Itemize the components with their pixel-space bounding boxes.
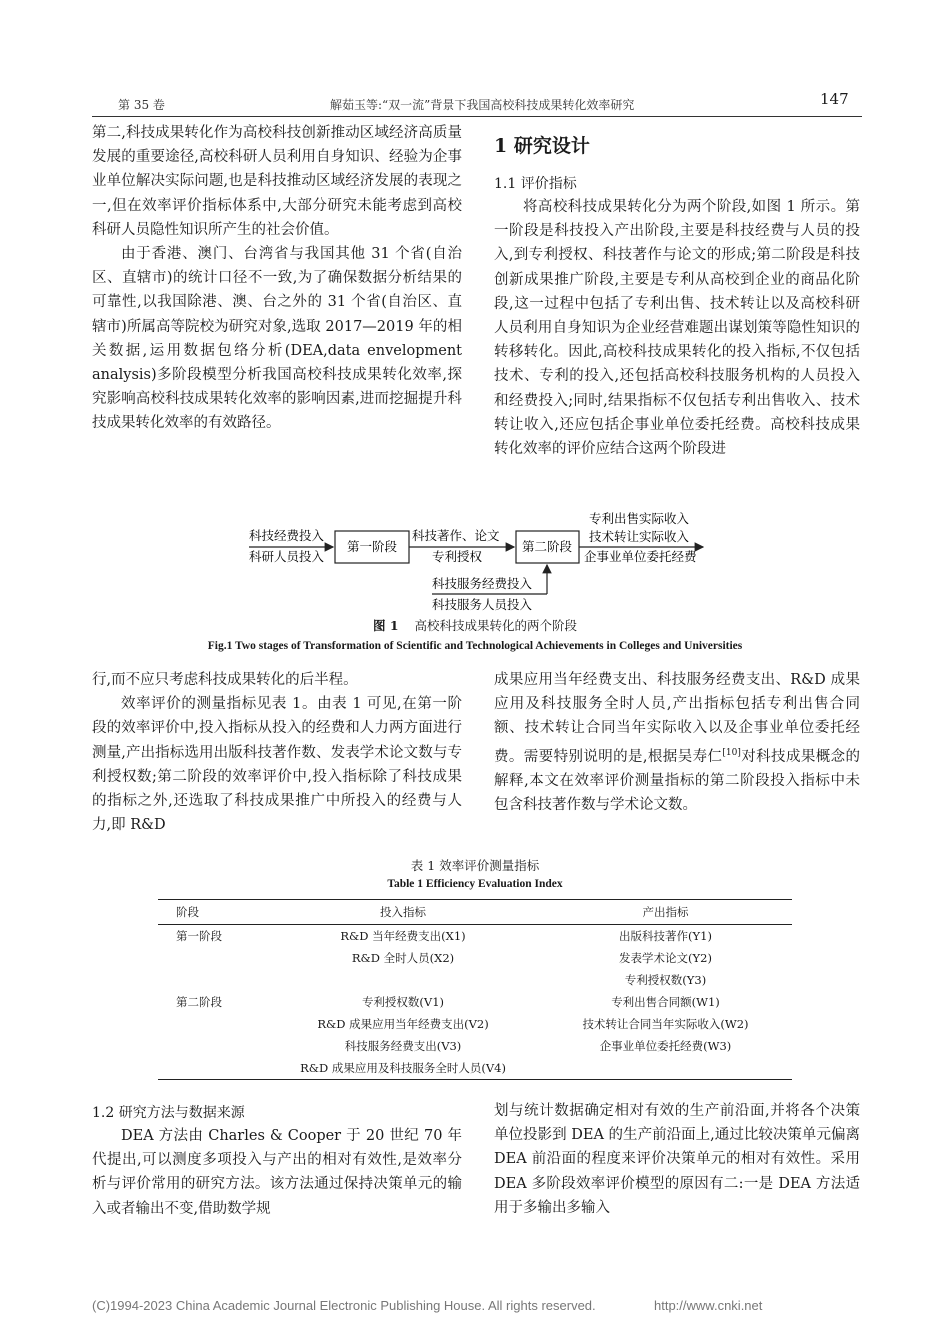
table-row — [158, 925, 792, 948]
table-title: 表 1 效率评价测量指标 — [410, 858, 540, 873]
table-cell: 第一阶段 — [176, 929, 222, 943]
paragraph: DEA 方法由 Charles & Cooper 于 20 世纪 70 年代提出,可以测度多项投入与产出的相对有效性,是效率分析与评价常用的研究方法。该方法通过保持决策单元的输入或者输出不变,借助数学规 — [92, 1128, 462, 1217]
table-header-cell: 产出指标 — [539, 900, 792, 925]
table-cell: 科技服务经费支出(V3) — [344, 1039, 462, 1053]
table-cell — [539, 1057, 792, 1080]
service-label-staff: 科技服务人员投入 — [432, 597, 533, 612]
right-column-mid — [494, 668, 860, 817]
table-cell: 出版科技著作(Y1) — [619, 929, 712, 943]
table-row — [158, 969, 792, 991]
table-cell: R&D 成果应用及科技服务全时人员(V4) — [267, 1057, 539, 1080]
figure-caption-label: 图 1 — [373, 618, 399, 633]
right-column-bottom — [494, 1099, 860, 1220]
table-cell: 企事业单位委托经费(W3) — [599, 1039, 732, 1053]
table-cell — [158, 969, 267, 991]
table-cell — [158, 1013, 267, 1035]
paragraph-part: 对科技成果概念的解释,本文在效率评价测量指标的第二阶段投入指标中未包含科技著作数与学术论文数。 — [494, 748, 861, 813]
table-row — [158, 1057, 792, 1080]
table-cell — [158, 1057, 267, 1080]
paragraph — [494, 668, 860, 817]
running-title: 解茹玉等:“双一流”背景下我国高校科技成果转化效率研究 — [330, 98, 635, 112]
left-column-mid — [92, 668, 462, 837]
paragraph: 效率评价的测量指标见表 1。由表 1 可见,在第一阶段的效率评价中,投入指标从投入的经费和人力两方面进行测量,产出指标选用出版科技著作数、发表学术论文数与专利授权数;第二阶段的效率评价中,投入指标除了科技成果的指标之外,还选取了科技成果推广中所投入的经费与人力,即 R&D — [92, 696, 462, 834]
table-row — [158, 947, 792, 969]
table-cell: 专利授权数(V1) — [361, 995, 445, 1009]
table-cell: R&D 成果应用当年经费支出(V2) — [317, 1017, 489, 1031]
paragraph: 划与统计数据确定相对有效的生产前沿面,并将各个决策单位投影到 DEA 的生产前沿面上,通过比较决策单元偏离 DEA 前沿面的程度来评价决策单元的相对有效性。采用 DEA 多阶段效率评价模型的原因有二:一是 DEA 方法适用于多输出多输入 — [494, 1103, 860, 1216]
table-header-cell: 阶段 — [158, 900, 267, 925]
stage1-label: 第一阶段 — [346, 539, 398, 554]
footer-url[interactable]: http://www.cnki.net — [654, 1298, 763, 1313]
output-label-3: 企事业单位委托经费 — [584, 549, 697, 564]
table-cell: 发表学术论文(Y2) — [619, 951, 712, 965]
citation[interactable]: [10] — [722, 747, 741, 758]
copyright-notice: (C)1994-2023 China Academic Journal Electronic Publishing House. All rights reserved. — [92, 1298, 596, 1313]
paragraph: 由于香港、澳门、台湾省与我国其他 31 个省(自治区、直辖市)的统计口径不一致,为了确保数据分析结果的可靠性,以我国除港、澳、台之外的 31 个省(自治区、直辖市)所属高等院校为研究对象,选取 2017—2019 年的相关数据,运用数据包络分析(DEA,data envelopment analysis)多阶段模型分析我国高校科技成果转化效率,探究影响高校科技成果转化效率的影响因素,进而挖掘提升科技成果转化效率的有效路径。 — [92, 246, 462, 432]
output-label-1: 专利出售实际收入 — [589, 511, 690, 526]
table-cell: R&D 当年经费支出(X1) — [340, 929, 466, 943]
efficiency-index-table — [158, 899, 792, 1080]
paragraph-part: 成果应用当年经费支出、科技服务经费支出、R&D 成果应用及科技服务全时人员,产出指标包括专利出售合同额、技术转让合同当年实际收入以及企事业单位委托经费。需要特别说明的是,根据吴寿仁 — [494, 672, 860, 765]
table-row — [158, 1035, 792, 1057]
figure-caption-en: Fig.1 Two stages of Transformation of Scientific and Technological Achievements in Colleges and Universities — [207, 640, 743, 652]
left-column-bottom — [92, 1124, 462, 1221]
table-cell: 专利出售合同额(W1) — [611, 995, 720, 1009]
subsection-title: 1.2 研究方法与数据来源 — [92, 1105, 245, 1121]
subsection-title: 1.1 评价指标 — [494, 176, 577, 192]
table-header-row — [158, 900, 792, 925]
stage2-label: 第二阶段 — [521, 539, 573, 554]
page-number: 147 — [820, 90, 849, 108]
table-row — [158, 991, 792, 1013]
output-label-2: 技术转让实际收入 — [589, 529, 690, 544]
figure-caption — [0, 616, 950, 634]
table-row — [158, 1013, 792, 1035]
table-cell: R&D 全时人员(X2) — [351, 951, 455, 965]
paragraph: 行,而不应只考虑科技成果转化的后半程。 — [92, 672, 358, 688]
paragraph: 将高校科技成果转化分为两个阶段,如图 1 所示。第一阶段是科技投入产出阶段,主要是科技经费与人员的投入,到专利授权、科技著作与论文的形成;第二阶段是科技创新成果推广阶段,主要是专利从高校到企业的商品化阶段,这一过程中包括了专利出售、技术转让以及高校科研人员利用自身知识为企业经营难题出谋划策等隐性知识的转移转化。因此,高校科技成果转化的投入指标,不仅包括技术、专利的投入,还包括高校科技服务机构的人员投入和经费投入;同时,结果指标不仅包括专利出售收入、技术转让收入,还应包括企事业单位委托经费。高校科技成果转化效率的评价应结合这两个阶段进 — [494, 199, 860, 458]
table-cell: 技术转让合同当年实际收入(W2) — [582, 1017, 749, 1031]
mid-label-bottom: 专利授权 — [432, 549, 483, 564]
volume-label: 第 35 卷 — [118, 98, 165, 112]
section-title: 1 研究设计 — [494, 135, 590, 157]
table-title-en: Table 1 Efficiency Evaluation Index — [387, 878, 563, 890]
service-label-funding: 科技服务经费投入 — [432, 576, 533, 591]
input-label-funding: 科技经费投入 — [249, 528, 325, 543]
table-cell: 专利授权数(Y3) — [624, 973, 707, 987]
table-cell — [267, 969, 539, 991]
table-cell — [158, 1035, 267, 1057]
table-header-cell: 投入指标 — [267, 900, 539, 925]
input-label-staff: 科研人员投入 — [249, 549, 325, 564]
table-cell: 第二阶段 — [176, 995, 222, 1009]
figure-caption-text: 高校科技成果转化的两个阶段 — [414, 618, 577, 633]
paragraph: 第二,科技成果转化作为高校科技创新推动区域经济高质量发展的重要途径,高校科研人员利用自身知识、经验为企事业单位解决实际问题,也是科技推动区域经济发展的表现之一,但在效率评价指标体系中,大部分研究未能考虑到高校科研人员隐性知识所产生的社会价值。 — [92, 125, 462, 238]
table-cell — [158, 947, 267, 969]
mid-label-top: 科技著作、论文 — [412, 528, 500, 543]
